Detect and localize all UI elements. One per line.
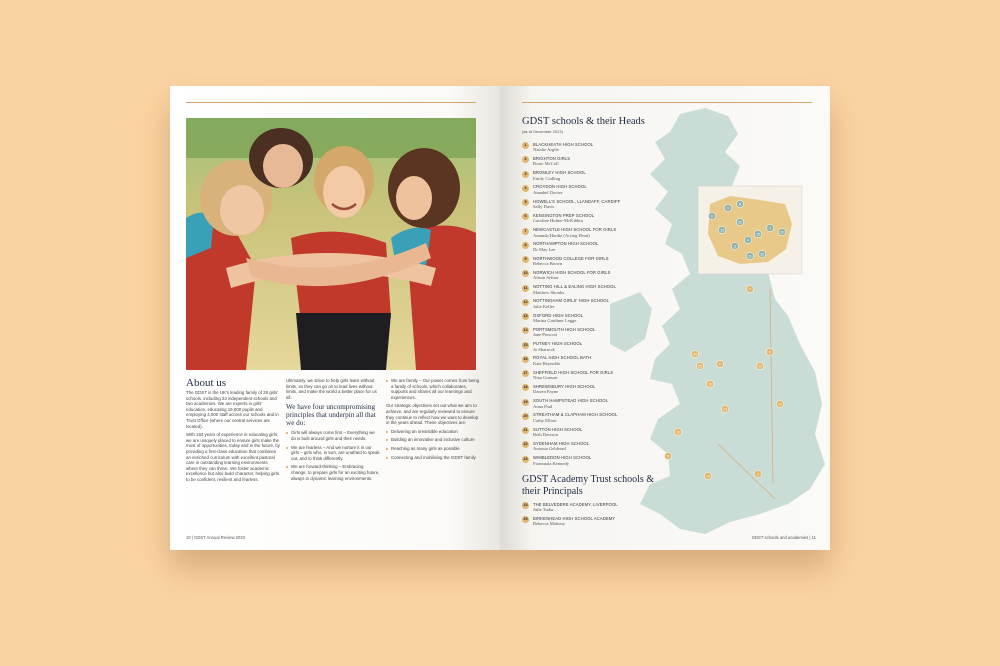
- school-name: SHEFFIELD HIGH SCHOOL FOR GIRLS: [533, 369, 614, 375]
- school-list-item: [522, 169, 692, 183]
- head-name: Emily Codling: [533, 175, 561, 181]
- principle-item: Girls will always come first – Everything we do is built around girls and their needs.: [286, 430, 380, 441]
- school-list-item: [522, 240, 692, 254]
- map-marker-label: 13: [723, 407, 727, 412]
- map-marker-label: 7: [749, 287, 751, 292]
- school-list-item: [522, 411, 692, 425]
- school-number-badge: 4: [522, 185, 529, 192]
- head-name: Dr May Lee: [533, 246, 556, 252]
- school-name: SHREWSBURY HIGH SCHOOL: [533, 383, 596, 389]
- map-marker-label: 10: [778, 402, 782, 407]
- principle-item: We are forward-thinking – Embracing change, to prepare girls for an exciting future, always in dynamic learning environments.: [286, 464, 380, 481]
- academies-list: [522, 500, 692, 529]
- objective-item: Delivering an irresistible education: [386, 429, 480, 435]
- map-marker-label: 24: [693, 352, 697, 357]
- head-name: Caroline Hulme-McKibbin: [533, 218, 583, 224]
- principles-heading: We have four uncompromising principles that underpin all that we do:: [286, 403, 376, 428]
- page-footer-left: 10 | GDST Annual Review 2023: [186, 535, 245, 540]
- map-marker: [691, 350, 698, 357]
- map-marker-label: 16: [676, 430, 680, 435]
- map-marker-label: 12: [758, 364, 762, 369]
- school-name: BROMLEY HIGH SCHOOL: [533, 170, 586, 175]
- school-number-badge: 25: [523, 517, 528, 522]
- school-name: STREATHAM & CLAPHAM HIGH SCHOOL: [533, 412, 618, 418]
- head-name: Rebecca Mahony: [533, 521, 566, 527]
- school-list-item: [522, 297, 692, 311]
- school-number-badge: 6: [522, 213, 529, 220]
- map-marker-label: 23: [738, 220, 742, 225]
- school-list-item: [522, 311, 692, 325]
- school-number-badge: 24: [523, 503, 528, 507]
- map-marker-label: 22: [780, 230, 784, 235]
- head-name: Rebecca Brown: [533, 261, 563, 266]
- objective-item: Building an innovative and inclusive culture: [386, 437, 480, 443]
- head-name: Cathy Elliott: [533, 417, 557, 423]
- school-name: BRIGHTON GIRLS: [533, 155, 571, 161]
- school-number-badge: 2: [522, 156, 529, 163]
- school-number-badge: 21: [523, 428, 528, 432]
- map-marker-label: 11: [738, 202, 742, 207]
- school-name: PORTSMOUTH HIGH SCHOOL: [533, 326, 596, 332]
- page-footer-right: GDST schools and academies | 11: [751, 535, 816, 540]
- about-paragraph: The GDST is the UK's leading family of 25 girls' schools, including 23 independent schools and two academies. We are experts in girls' education, educating 19,000 pupils and employing 4,000 staff across our schools and in Trust Office (where our central services are located).: [186, 390, 279, 429]
- school-number-badge: 3: [522, 171, 529, 178]
- head-name: Jo Sharrock: [533, 346, 555, 352]
- map-marker: [696, 362, 703, 369]
- school-name: HOWELL'S SCHOOL, LLANDAFF, CARDIFF: [533, 198, 621, 204]
- school-list-item: [522, 183, 692, 197]
- school-name: SOUTH HAMPSTEAD HIGH SCHOOL: [533, 398, 609, 403]
- school-list-item: [522, 268, 692, 282]
- school-name: CROYDON HIGH SCHOOL: [533, 184, 587, 190]
- school-list-item: [522, 340, 692, 354]
- school-number-badge: 15: [523, 342, 528, 347]
- head-name: Jane Prescott: [533, 332, 558, 338]
- map-marker-label: 1: [769, 226, 771, 231]
- school-list-item: [522, 425, 692, 439]
- map-marker: [754, 470, 761, 477]
- school-name: WIMBLEDON HIGH SCHOOL: [533, 455, 592, 460]
- objective-item: Reaching as many girls as possible: [386, 446, 480, 452]
- school-list-item: [522, 283, 692, 297]
- school-name: THE BELVEDERE ACADEMY, LIVERPOOL: [533, 501, 618, 507]
- school-name: NORTHWOOD COLLEGE FOR GIRLS: [533, 255, 609, 261]
- right-page: [500, 86, 830, 550]
- school-name: OXFORD HIGH SCHOOL: [533, 312, 584, 318]
- school-list-item: [522, 514, 692, 528]
- school-name: NORTHAMPTON HIGH SCHOOL: [533, 241, 599, 247]
- as-at-date: (as at December 2023): [522, 129, 563, 134]
- school-list-item: [522, 354, 692, 368]
- map-marker: [766, 224, 773, 231]
- school-list-item: [522, 368, 692, 382]
- map-marker: [731, 242, 738, 249]
- head-name: Sally Davis: [533, 204, 555, 209]
- school-name: BIRKENHEAD HIGH SCHOOL ACADEMY: [533, 515, 616, 521]
- school-list-item: [522, 325, 692, 339]
- objective-item: Connecting and mobilising the GDST family: [386, 455, 480, 461]
- school-list-item: [522, 382, 692, 396]
- school-number-badge: 18: [523, 385, 528, 390]
- school-number-badge: 22: [523, 442, 528, 447]
- head-name: Julie Keller: [533, 303, 555, 309]
- school-number-badge: 9: [522, 256, 529, 263]
- school-number-badge: 13: [523, 314, 528, 318]
- school-list-item: [522, 197, 692, 211]
- head-name: Darren Payne: [533, 389, 559, 395]
- school-name: NOTTINGHAM GIRLS' HIGH SCHOOL: [533, 298, 610, 304]
- map-marker-label: 20: [760, 252, 764, 257]
- map-marker-label: 15: [756, 232, 760, 237]
- school-name: NEWCASTLE HIGH SCHOOL FOR GIRLS: [533, 227, 617, 232]
- map-marker: [744, 236, 751, 243]
- about-column-3: [386, 378, 480, 463]
- map-marker-label: 4: [747, 238, 749, 243]
- map-marker-label: 8: [769, 350, 771, 355]
- school-name: PUTNEY HIGH SCHOOL: [533, 341, 583, 346]
- map-marker: [754, 230, 761, 237]
- school-list-item: [522, 500, 692, 514]
- map-marker: [708, 212, 715, 219]
- map-marker: [756, 362, 763, 369]
- head-name: Beth Dawson: [533, 432, 558, 437]
- school-name: KENSINGTON PREP SCHOOL: [533, 212, 595, 218]
- map-marker-label: 17: [718, 362, 722, 367]
- principle-item: We are fearless – And we nurture it in our girls – girls who, in turn, are unafraid to speak out, and to think differently.: [286, 445, 380, 462]
- head-name: Nina Gunson: [533, 375, 558, 380]
- about-us-heading: About us: [186, 377, 227, 389]
- map-marker: [758, 250, 765, 257]
- map-marker-label: 6: [711, 214, 713, 219]
- school-number-badge: 17: [523, 371, 528, 375]
- school-number-badge: 20: [523, 413, 528, 418]
- school-number-badge: 8: [522, 242, 529, 249]
- school-name: NOTTING HILL & EALING HIGH SCHOOL: [533, 284, 616, 289]
- school-number-badge: 16: [523, 356, 528, 361]
- school-name: SUTTON HIGH SCHOOL: [533, 426, 583, 432]
- school-list-item: [522, 454, 692, 468]
- map-marker: [776, 400, 783, 407]
- school-number-badge: 12: [523, 299, 528, 304]
- about-paragraph: Ultimately, we strive to help girls learn without limits, so they can go on to lead lives without limits, and make the world a better place for us all.: [286, 378, 377, 400]
- principle-item: We are family – Our power comes from being a family of schools, which collaborates, supports and shares all our learnings and experiences.: [386, 378, 480, 400]
- school-name: NORWICH HIGH SCHOOL FOR GIRLS: [533, 269, 611, 275]
- students-huddle-photo: [186, 118, 476, 370]
- map-marker-label: 18: [708, 382, 712, 387]
- school-number-badge: 11: [523, 285, 528, 290]
- map-marker: [736, 218, 743, 225]
- head-name: Marina Gardiner Legge: [533, 318, 577, 323]
- academy-heading: GDST Academy Trust schools & their Principals: [522, 474, 655, 497]
- about-column-2: [286, 378, 380, 484]
- school-list-item: [522, 226, 692, 240]
- map-marker-label: 19: [720, 228, 724, 233]
- map-marker-label: 5: [667, 454, 669, 459]
- map-marker: [718, 226, 725, 233]
- map-marker: [704, 472, 711, 479]
- school-list-item: [522, 211, 692, 225]
- map-marker: [721, 405, 728, 412]
- top-rule: [186, 102, 476, 103]
- school-list-item: [522, 254, 692, 268]
- map-marker: [746, 252, 753, 259]
- head-name: Julie Tudor: [533, 507, 554, 512]
- schools-heading: GDST schools & their Heads: [522, 116, 645, 127]
- school-list-item: [522, 397, 692, 411]
- school-number-badge: 23: [523, 456, 528, 461]
- school-list-item: [522, 439, 692, 453]
- map-marker: [724, 204, 731, 211]
- map-marker: [706, 380, 713, 387]
- head-name: Fionnuala Kennedy: [533, 460, 570, 466]
- about-paragraph: With 150 years of experience in educating girls, we are uniquely placed to ensure girls make the most of opportunities, today and in the future, by providing a first-class education that combines an enriched curriculum with excellent pastoral care in outstanding learning environments where they can thrive. We foster academic excellence but also build character, helping girls to be confident, resilient and fearless.: [186, 432, 280, 482]
- about-column-1: [186, 390, 280, 486]
- map-marker: [746, 285, 753, 292]
- head-name: Anna Paul: [533, 403, 553, 409]
- annual-review-spread: [170, 86, 830, 550]
- head-name: Matthew Shoults: [533, 289, 565, 295]
- map-marker: [778, 228, 785, 235]
- head-name: Rosie McColl: [533, 161, 559, 167]
- school-name: BLACKHEATH HIGH SCHOOL: [533, 141, 594, 147]
- map-marker: [736, 200, 743, 207]
- map-marker-label: 9: [727, 206, 729, 211]
- school-number-badge: 19: [523, 399, 528, 404]
- school-name: SYDENHAM HIGH SCHOOL: [533, 440, 590, 446]
- head-name: Alison Sefton: [533, 275, 559, 281]
- school-number-badge: 7: [522, 228, 529, 235]
- map-marker-label: 21: [748, 254, 752, 259]
- schools-list: [522, 140, 692, 468]
- head-name: Kate Reynolds: [533, 360, 561, 366]
- top-rule: [522, 102, 812, 103]
- objectives-intro: Our strategic objectives set out what we aim to achieve, and are regularly reviewed to ensure they continue to reflect how we want to develop in the years ahead. These objectives are:: [386, 403, 479, 426]
- school-number-badge: 1: [522, 142, 529, 149]
- head-name: Antonia Geldeard: [533, 446, 566, 452]
- map-marker-label: 3: [734, 244, 736, 249]
- school-list-item: [522, 154, 692, 168]
- school-list-item: [522, 140, 692, 154]
- map-marker-label: 25: [698, 364, 702, 369]
- map-marker: [766, 348, 773, 355]
- map-marker: [716, 360, 723, 367]
- school-name: ROYAL HIGH SCHOOL BATH: [533, 355, 592, 361]
- school-number-badge: 14: [523, 328, 528, 333]
- head-name: Amanda Hardie (Acting Head): [533, 232, 590, 238]
- school-number-badge: 5: [522, 199, 529, 206]
- head-name: Annabel Davies: [533, 189, 563, 195]
- map-marker-label: 2: [757, 472, 759, 477]
- left-page: [170, 86, 500, 550]
- map-marker-label: 14: [706, 474, 710, 479]
- school-number-badge: 10: [523, 271, 528, 276]
- head-name: Natalie Argile: [533, 147, 559, 152]
